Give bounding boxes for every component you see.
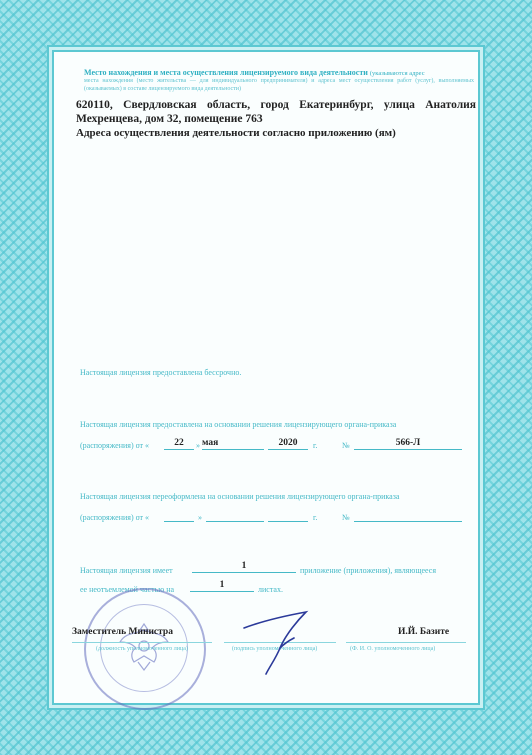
appendix-text-2: приложение (приложения), являющееся xyxy=(300,566,437,575)
basis-year: 2020 xyxy=(268,437,308,450)
reissue-year xyxy=(268,509,308,522)
appendix-count: 1 xyxy=(192,560,296,573)
reissue-year-suffix: г. xyxy=(313,513,318,522)
appendix-text-4: листах. xyxy=(258,585,283,594)
name-rule xyxy=(346,642,466,643)
basis-month: мая xyxy=(202,437,264,450)
position-rule xyxy=(72,642,212,643)
reissue-number-label: № xyxy=(342,513,350,522)
name-caption: (Ф. И. О. уполномоченного лица) xyxy=(350,646,436,652)
basis-number-label: № xyxy=(342,441,350,450)
appendix-text-3: ее неотъемлемой частью на xyxy=(80,585,175,594)
location-heading-title: Место нахождения и места осуществления лицензируемого вида деятельности xyxy=(84,68,368,77)
signature-caption: (подпись уполномоченного лица) xyxy=(232,646,318,652)
activity-addresses: Адреса осуществления деятельности согласно приложению (ям) xyxy=(76,127,396,139)
signer-name: И.Й. Базите xyxy=(398,627,450,637)
basis-statement: Настоящая лицензия предоставлена на основании решения лицензирующего органа-приказа xyxy=(80,420,397,429)
handwritten-signature xyxy=(240,600,320,680)
perpetual-statement: Настоящая лицензия предоставлена бессрочно. xyxy=(80,368,242,377)
appendix-text-1: Настоящая лицензия имеет xyxy=(80,566,173,575)
basis-quote-close: » xyxy=(196,441,200,450)
reissue-quote-close: » xyxy=(198,513,202,522)
signer-position: Заместитель Министра xyxy=(72,627,173,637)
position-caption: (должность уполномоченного лица) xyxy=(96,646,188,652)
reissue-prefix: (распоряжения) от « xyxy=(80,513,149,522)
reissue-month xyxy=(206,509,264,522)
basis-prefix: (распоряжения) от « xyxy=(80,441,149,450)
basis-year-suffix: г. xyxy=(313,441,318,450)
legal-address: 620110, Свердловская область, город Екатеринбург, улица Анатолия Мехренцева, дом 32, помещение 763 xyxy=(76,99,476,125)
basis-day: 22 xyxy=(164,437,194,450)
location-heading-note: места нахождения (место жительства — для индивидуального предпринимателя) и адреса мест осуществления работ (услуг), выполняемых (оказываемых) в составе лицензируемого вида деятельности) xyxy=(84,78,474,92)
reissue-number xyxy=(354,509,462,522)
location-heading-suffix: (указываются адрес xyxy=(369,70,425,77)
reissue-statement: Настоящая лицензия переоформлена на основании решения лицензирующего органа-приказа xyxy=(80,492,400,501)
appendix-sheets: 1 xyxy=(190,579,254,592)
reissue-day xyxy=(164,509,194,522)
basis-number: 566-Л xyxy=(354,437,462,450)
